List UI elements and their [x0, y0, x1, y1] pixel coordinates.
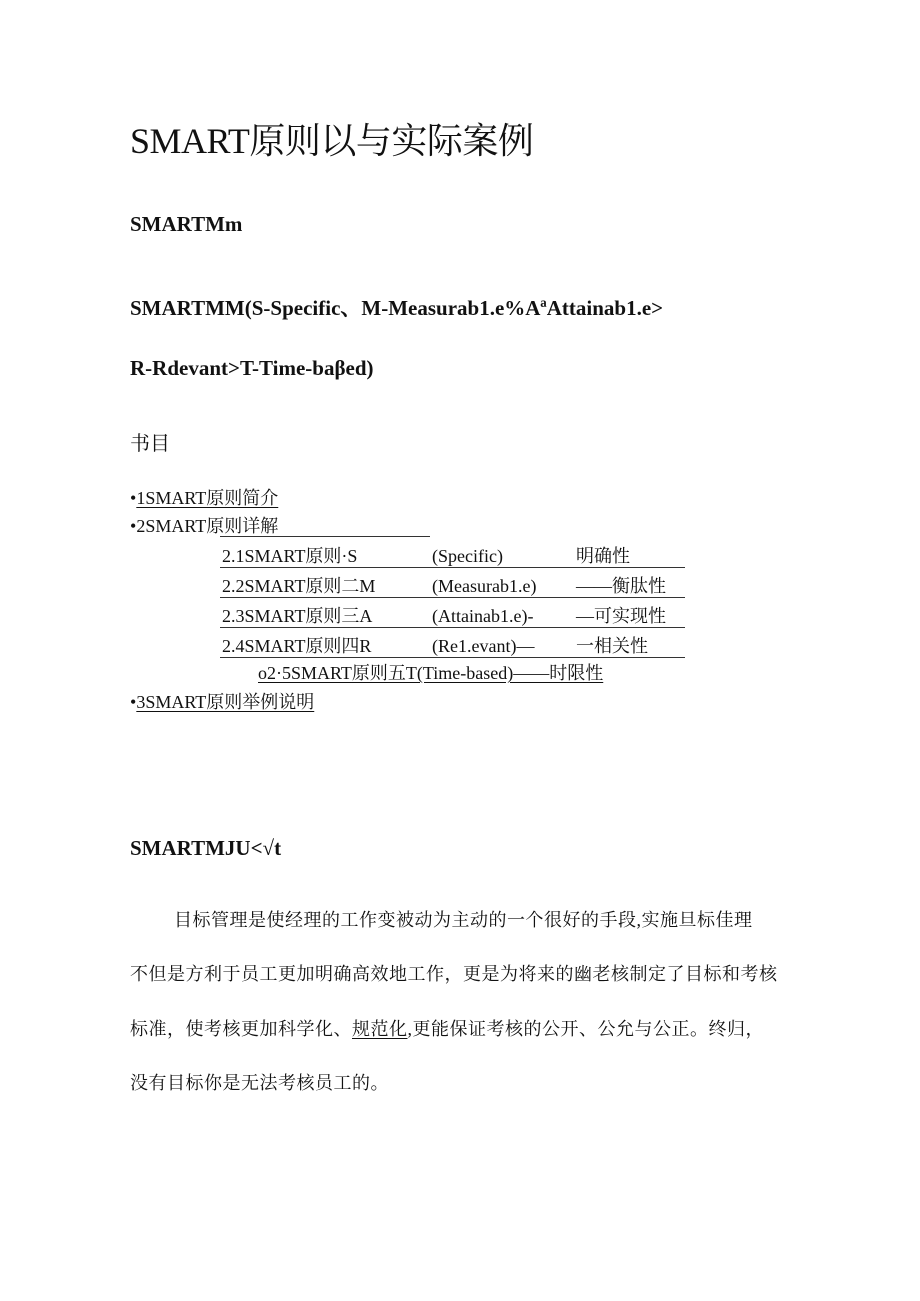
page-title: SMART原则以与实际案例	[130, 121, 534, 161]
toc-sub-2-3-desc: —可实现性	[576, 606, 666, 626]
toc-link-1[interactable]: 1SMART原则简介	[136, 488, 279, 508]
toc-sub-2-4-term: (Re1.evant)—	[432, 636, 535, 656]
bullet: •	[130, 692, 137, 712]
toc-heading: 书目	[130, 433, 170, 455]
sub-num: 2.2SMART原则二M	[222, 576, 376, 596]
toc-item-1[interactable]	[130, 486, 278, 510]
toc-sub-2-2-term: (Measurab1.e)	[432, 576, 537, 596]
sub-num: 2.3SMART原则三A	[222, 606, 373, 626]
paragraph-text: 标准，使考核更加科学化、	[130, 1019, 352, 1039]
toc-sub-2-4-desc: 一相关性	[576, 636, 648, 656]
sub-num: 2.1SMART原则·S	[222, 546, 358, 566]
toc-link-2[interactable]: 2SMART原则详解	[136, 516, 279, 536]
toc-sub-2-2[interactable]	[222, 574, 375, 598]
toc-sub-2-3[interactable]	[222, 604, 372, 628]
paragraph-line: 目标管理是使经理的工作变被动为主动的一个很好的手段,实施旦标佳理	[174, 910, 753, 930]
toc-sub-2-4[interactable]	[222, 634, 371, 658]
toc-underline	[220, 597, 685, 598]
sub-num: 2.4SMART原则四R	[222, 636, 372, 656]
paragraph-line: 不但是方利于员工更加明确高效地工作，更是为将来的幽老核制定了目标和考核	[130, 964, 778, 984]
toc-underline	[220, 657, 685, 658]
toc-underline	[220, 627, 685, 628]
paragraph-text: ,更能保证考核的公开、公允与公正。终归，	[407, 1019, 764, 1039]
toc-link-3[interactable]: 3SMART原则举例说明	[136, 692, 315, 712]
toc-sub-2-5[interactable]: o2·5SMART原则五T(Time-based)——时限性	[258, 663, 604, 683]
toc-underline	[220, 536, 430, 537]
paragraph-line	[130, 1017, 764, 1041]
toc-item-2[interactable]	[130, 514, 278, 538]
section-heading-1: SMARTMm	[130, 212, 243, 236]
toc-sub-2-3-term: (Attainab1.e)-	[432, 606, 534, 626]
toc-underline	[220, 567, 685, 568]
section-heading-3: SMARTMJU<√t	[130, 836, 282, 860]
paragraph-line: 没有目标你是无法考核员工的。	[130, 1073, 389, 1093]
toc-sub-2-1[interactable]	[222, 544, 357, 568]
bullet: •	[130, 488, 137, 508]
section-heading-2-line2: R-Rdevant>T-Time-baβed)	[130, 356, 374, 380]
section-heading-2-line1: SMARTMM(S-Specific、M-Measurab1.e%AªAttainab1.e>	[130, 296, 664, 320]
toc-item-3[interactable]	[130, 690, 314, 714]
inline-link[interactable]: 规范化	[352, 1019, 408, 1039]
toc-sub-2-2-desc: ——衡肽性	[576, 576, 666, 596]
toc-sub-2-1-desc: 明确性	[576, 546, 630, 566]
toc-sub-2-1-term: (Specific)	[432, 546, 503, 566]
bullet: •	[130, 516, 137, 536]
